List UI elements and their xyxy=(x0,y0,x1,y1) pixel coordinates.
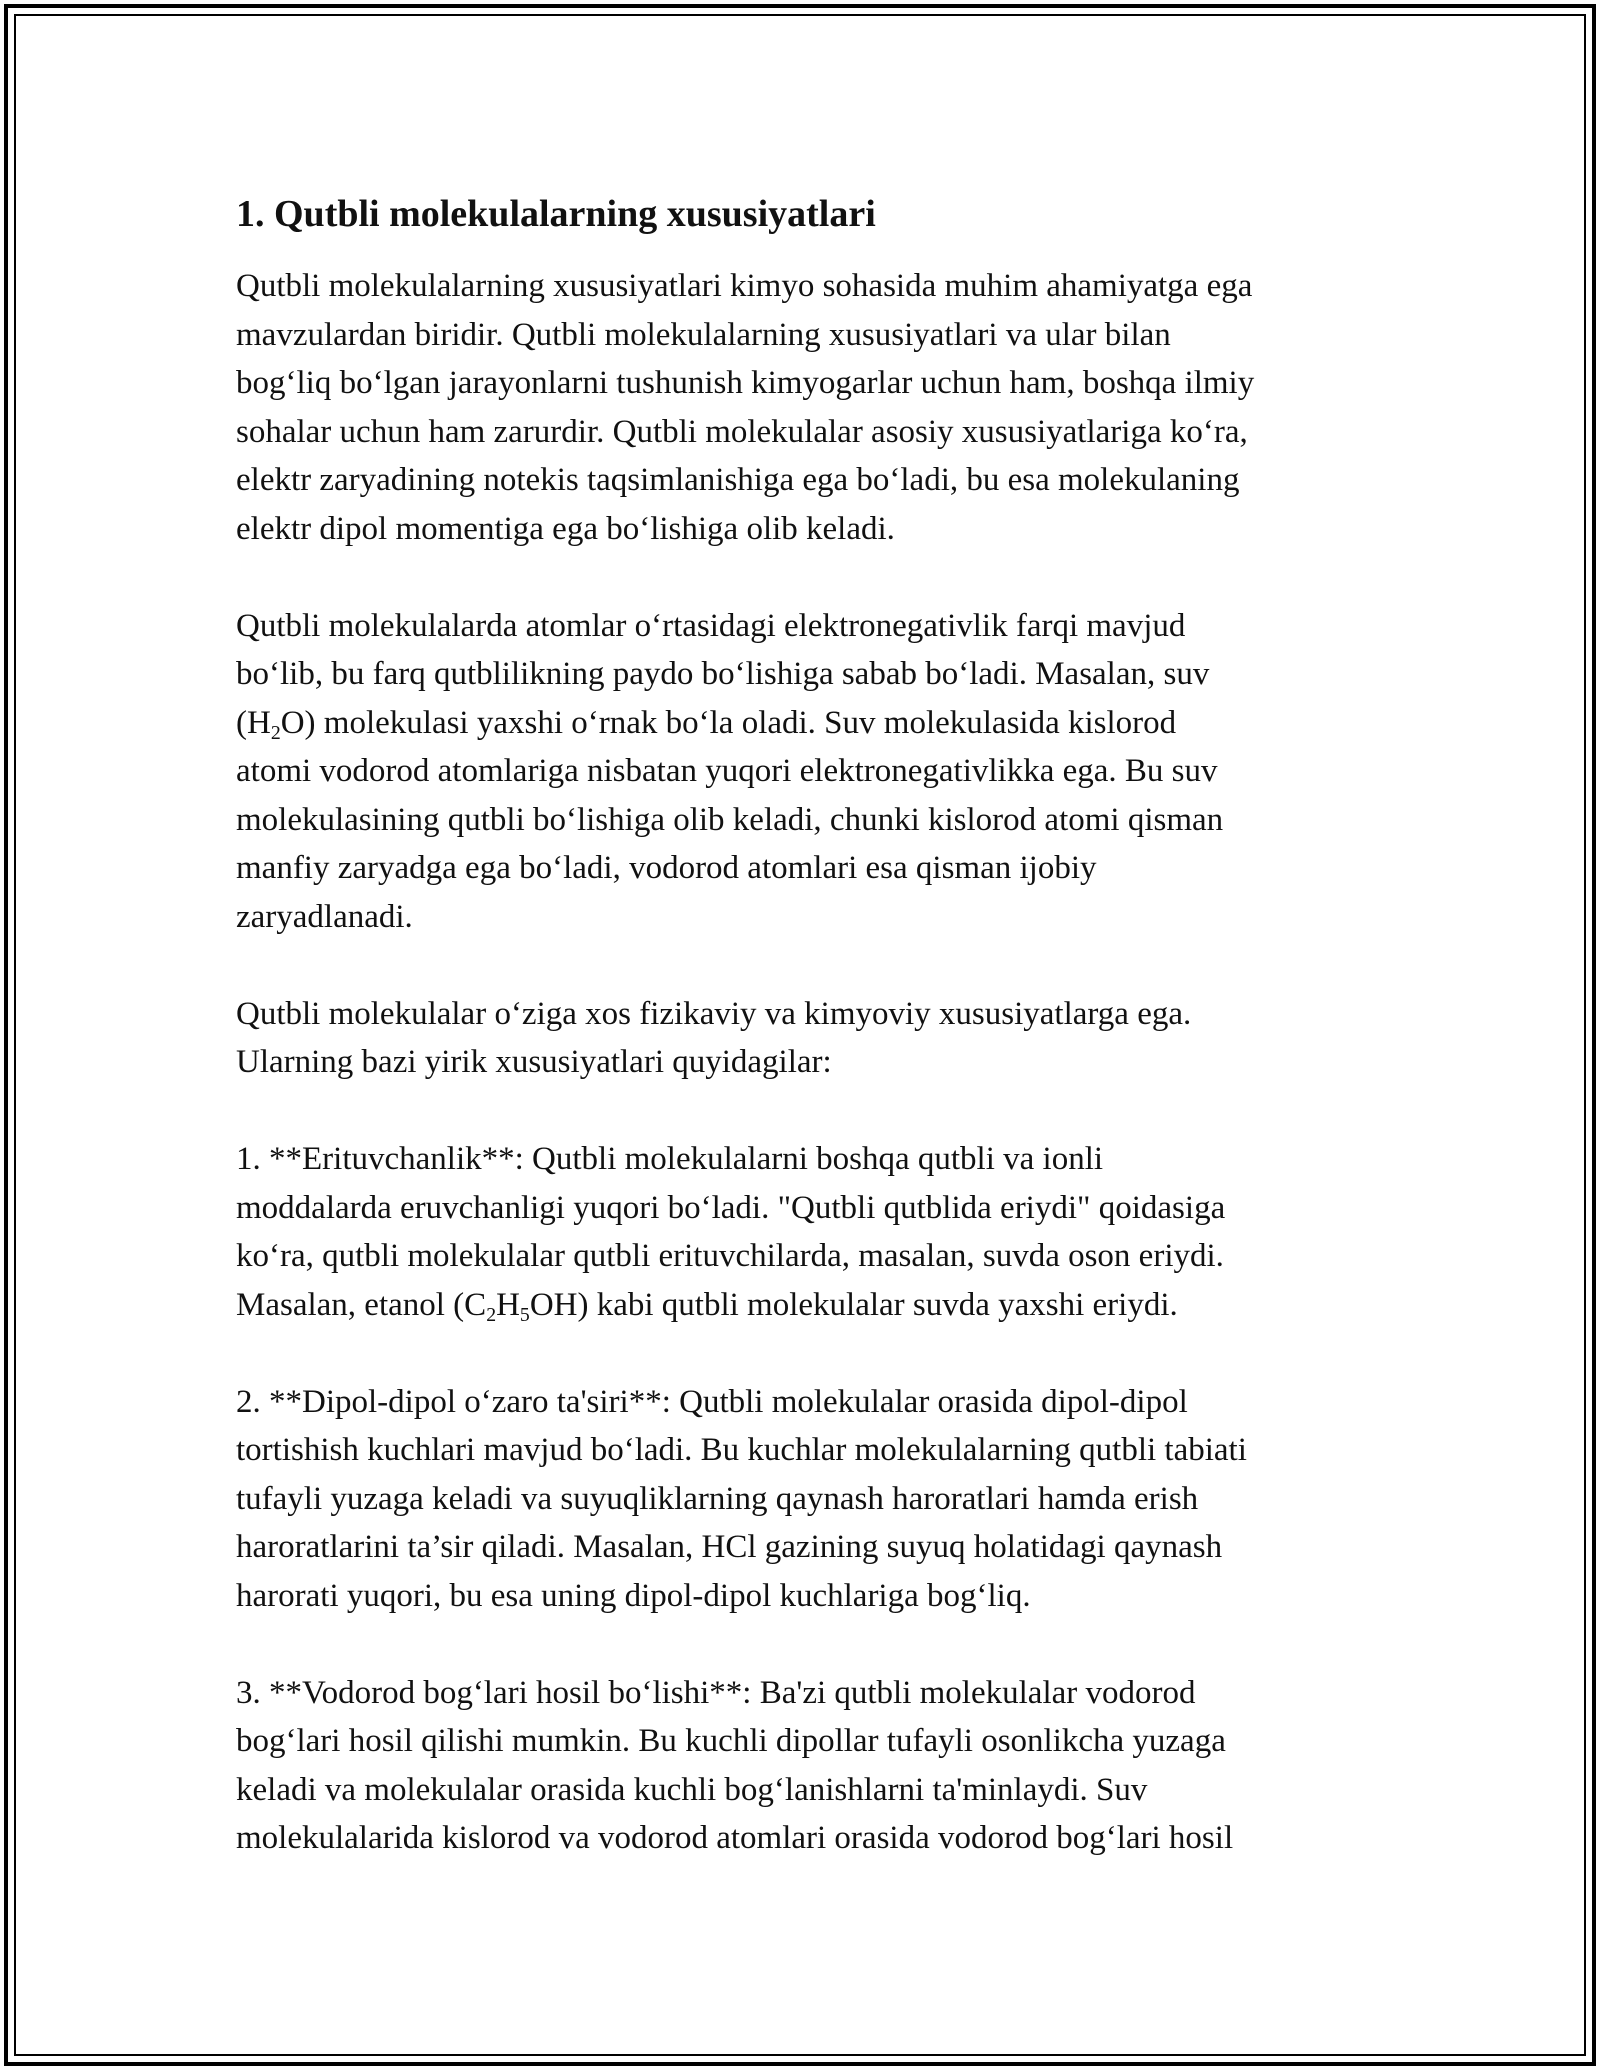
text-line: 3. **Vodorod bogʻlari hosil boʻlishi**: Ba'zi qutbli molekulalar vodorod xyxy=(236,1674,1196,1711)
document-body xyxy=(236,186,1386,1911)
text-line: manfiy zaryadga ega boʻladi, vodorod atomlari esa qisman ijobiy xyxy=(236,850,1097,886)
text-line: atomi vodorod atomlariga nisbatan yuqori elektronegativlikka ega. Bu suv xyxy=(236,753,1218,789)
subscript: 2 xyxy=(270,721,281,744)
text-line: bogʻlari hosil qilishi mumkin. Bu kuchli dipollar tufayli osonlikcha yuzaga xyxy=(236,1723,1226,1759)
text-line: sohalar uchun ham zarurdir. Qutbli molekulalar asosiy xususiyatlariga koʻra, xyxy=(236,413,1248,450)
text-line: bogʻliq boʻlgan jarayonlarni tushunish kimyogarlar uchun ham, boshqa ilmiy xyxy=(236,365,1255,401)
text-line: molekulasining qutbli boʻlishiga olib keladi, chunki kislorod atomi qisman xyxy=(236,801,1224,838)
text-line: boʻlib, bu farq qutblilikning paydo boʻlishiga sabab boʻladi. Masalan, suv xyxy=(236,656,1210,692)
paragraph-properties-intro xyxy=(236,990,1386,1087)
text-fragment: H xyxy=(496,1286,520,1323)
text-line: moddalarda eruvchanligi yuqori boʻladi. "Qutbli qutblida eriydi" qoidasiga xyxy=(236,1189,1226,1226)
text-line-water-formula xyxy=(236,699,1386,748)
text-line-ethanol-formula xyxy=(236,1281,1386,1330)
text-line: harorati yuqori, bu esa uning dipol-dipol kuchlariga bogʻliq. xyxy=(236,1577,1031,1614)
paragraph-intro xyxy=(236,262,1386,553)
section-heading: 1. Qutbli molekulalarning xususiyatlari xyxy=(236,193,876,235)
text-line: Qutbli molekulalarda atomlar oʻrtasidagi elektronegativlik farqi mavjud xyxy=(236,607,1186,644)
text-line: 2. **Dipol-dipol oʻzaro ta'siri**: Qutbli molekulalar orasida dipol-dipol xyxy=(236,1383,1188,1420)
list-item-dipole-dipole xyxy=(236,1378,1386,1621)
text-fragment: OH) kabi qutbli molekulalar suvda yaxshi eriydi. xyxy=(529,1286,1178,1323)
text-line: haroratlarini ta’sir qiladi. Masalan, HCl gazining suyuq holatidagi qaynash xyxy=(236,1529,1223,1565)
text-line: Qutbli molekulalar oʻziga xos fizikaviy va kimyoviy xususiyatlarga ega. xyxy=(236,995,1192,1032)
text-fragment: O) molekulasi yaxshi oʻrnak boʻla oladi. Suv molekulasida kislorod xyxy=(280,704,1177,741)
text-line: 1. **Erituvchanlik**: Qutbli molekulalarni boshqa qutbli va ionli xyxy=(236,1141,1104,1177)
list-item-hydrogen-bonds xyxy=(236,1669,1386,1863)
text-line: Qutbli molekulalarning xususiyatlari kimyo sohasida muhim ahamiyatga ega xyxy=(236,268,1253,304)
text-line: Ularning bazi yirik xususiyatlari quyidagilar: xyxy=(236,1044,832,1080)
text-line: zaryadlanadi. xyxy=(236,898,413,935)
text-line: tufayli yuzaga keladi va suyuqliklarning qaynash haroratlari hamda erish xyxy=(236,1480,1199,1517)
text-line: koʻra, qutbli molekulalar qutbli erituvchilarda, masalan, suvda oson eriydi. xyxy=(236,1238,1224,1274)
subscript: 2 xyxy=(486,1303,497,1326)
text-line: keladi va molekulalar orasida kuchli bogʻlanishlarni ta'minlaydi. Suv xyxy=(236,1771,1148,1808)
paragraph-electronegativity xyxy=(236,602,1386,942)
text-line: molekulalarida kislorod va vodorod atomlari orasida vodorod bogʻlari hosil xyxy=(236,1820,1234,1856)
text-line: tortishish kuchlari mavjud boʻladi. Bu kuchlar molekulalarning qutbli tabiati xyxy=(236,1432,1247,1468)
subscript: 5 xyxy=(519,1303,530,1326)
text-line: elektr dipol momentiga ega boʻlishiga olib keladi. xyxy=(236,510,895,547)
list-item-solubility xyxy=(236,1135,1386,1329)
text-fragment: (H xyxy=(236,704,271,741)
text-line: elektr zaryadining notekis taqsimlanishiga ega boʻladi, bu esa molekulaning xyxy=(236,462,1240,498)
text-fragment: Masalan, etanol (C xyxy=(236,1286,487,1323)
text-line: mavzulardan biridir. Qutbli molekulalarning xususiyatlari va ular bilan xyxy=(236,316,1171,353)
